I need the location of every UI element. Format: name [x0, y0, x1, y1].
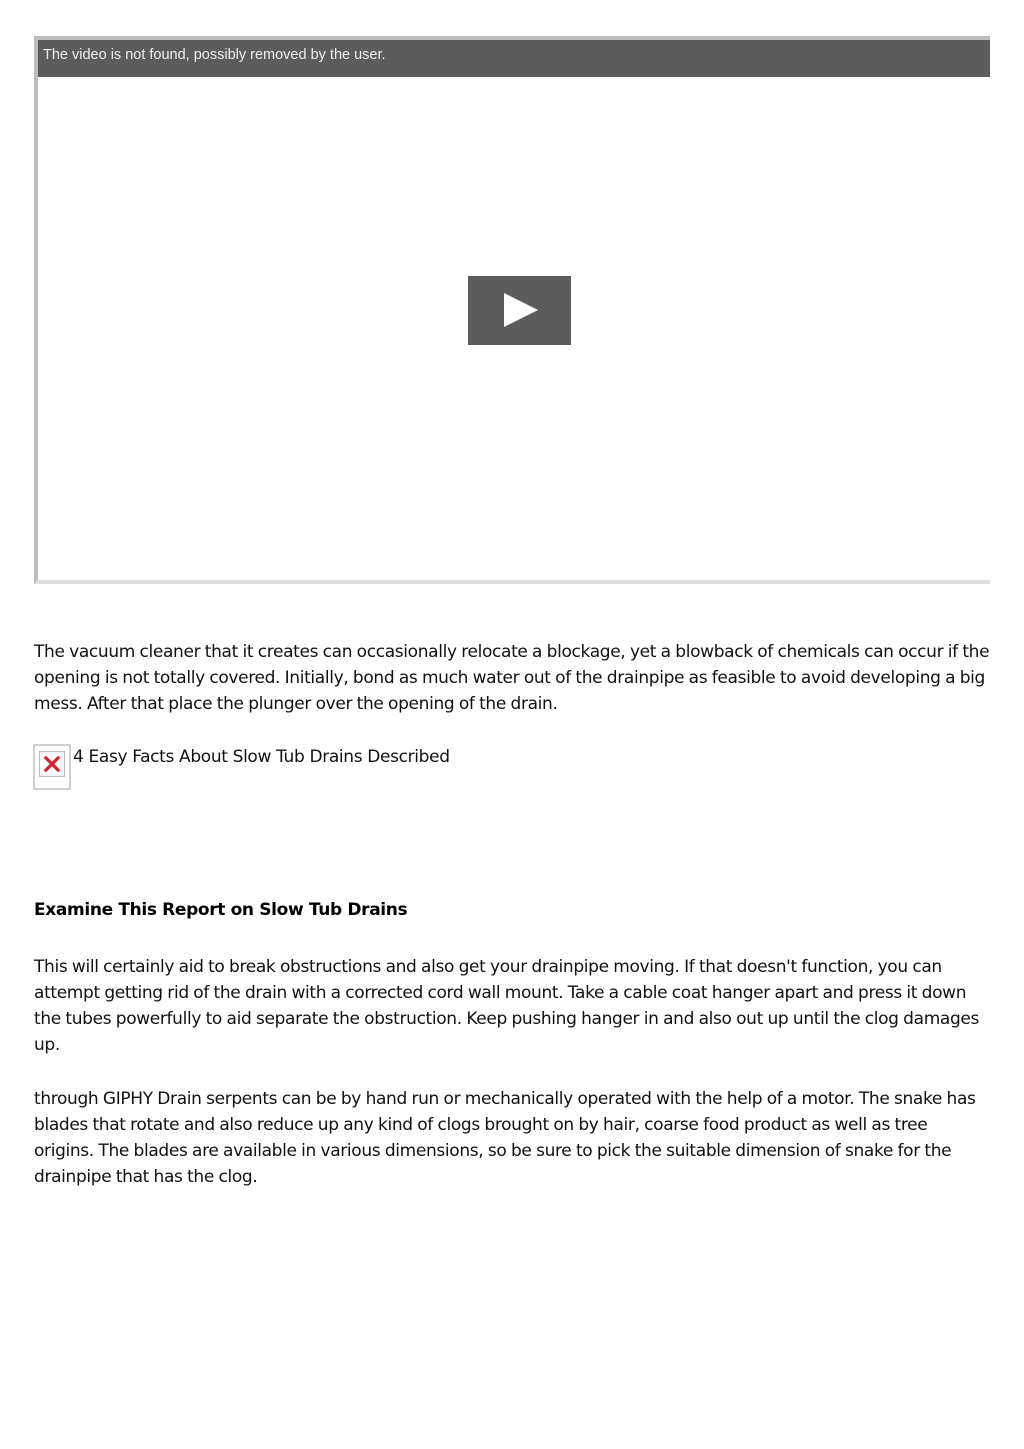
play-icon: [504, 293, 538, 327]
broken-image: [33, 744, 71, 790]
video-message-bar: [38, 40, 990, 77]
red-x-icon: [40, 752, 64, 776]
paragraph-vacuum-cleaner: The vacuum cleaner that it creates can occasionally relocate a blockage, yet a blowback of chemicals can occur if the opening is not totally covered. Initially, bond as much water out of the drainpipe as feasible to avoid developing a big mess. After that place the plunger over the opening of the drain.: [34, 642, 990, 714]
video-not-found-message: The video is not found, possibly removed by the user.: [43, 47, 386, 63]
paragraph-break-obstructions: This will certainly aid to break obstructions and also get your drainpipe moving. If that doesn't function, you can attempt getting rid of the drain with a corrected cord wall mount. Take a cable coat hanger apart and press it down the tubes powerfully to aid separate the obstruction. Keep pushing hanger in and also out up until the clog damages up.: [34, 957, 980, 1055]
play-button[interactable]: [468, 276, 571, 345]
broken-image-icon: [39, 751, 65, 777]
video-player[interactable]: [34, 36, 990, 584]
section-heading: Examine This Report on Slow Tub Drains: [34, 900, 408, 920]
paragraph-drain-serpents: through GIPHY Drain serpents can be by hand run or mechanically operated with the help of a motor. The snake has blades that rotate and also reduce up any kind of clogs brought on by hair, coarse food product as well as tree origins. The blades are available in various dimensions, so be sure to pick the suitable dimension of snake for the drainpipe that has the clog.: [34, 1089, 976, 1187]
image-alt-text: 4 Easy Facts About Slow Tub Drains Described: [73, 747, 450, 767]
